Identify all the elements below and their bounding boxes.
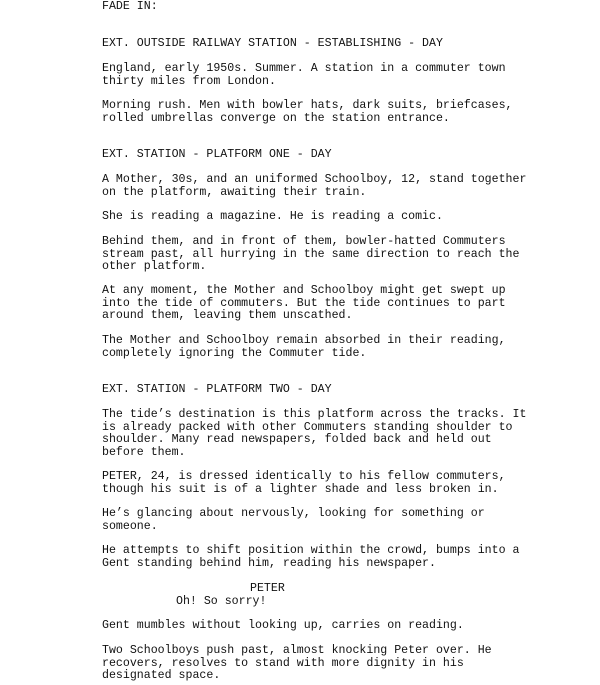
action-line: PETER, 24, is dressed identically to his fellow commuters, (102, 470, 506, 483)
action-line: designated space. (102, 669, 221, 682)
action-line: thirty miles from London. (102, 74, 276, 88)
action-line: recovers, resolves to stand with more dignity in his (102, 656, 464, 670)
action-line: other platform. (102, 260, 207, 273)
action-line: Gent standing behind him, reading his newspaper. (102, 556, 436, 570)
action-line: stream past, all hurrying in the same direction to reach the (102, 247, 520, 261)
action-line: Morning rush. Men with bowler hats, dark suits, briefcases, (102, 99, 513, 112)
transition: FADE IN: (102, 0, 158, 13)
action-line: A Mother, 30s, and an uniformed Schoolboy, 12, stand together (102, 173, 527, 186)
action-line: The Mother and Schoolboy remain absorbed in their reading, (102, 334, 506, 347)
action-line: is already packed with other Commuters standing shoulder to (102, 420, 513, 434)
action-line: though his suit is of a lighter shade and less broken in. (102, 482, 499, 496)
action-line: before them. (102, 445, 186, 459)
action-line: into the tide of commuters. But the tide continues to part (102, 296, 506, 310)
action-line: England, early 1950s. Summer. A station in a commuter town (102, 62, 506, 75)
action-line: shoulder. Many read newspapers, folded back and held out (102, 433, 492, 446)
character-name: PETER (250, 582, 285, 595)
action-line: The tide’s destination is this platform across the tracks. It (102, 408, 527, 421)
action-line: She is reading a magazine. He is reading a comic. (102, 210, 443, 223)
action-line: He attempts to shift position within the crowd, bumps into a (102, 544, 520, 557)
dialogue-line: Oh! So sorry! (176, 594, 267, 608)
scene-heading-platform-two: EXT. STATION - PLATFORM TWO - DAY (102, 383, 332, 396)
action-line: someone. (102, 519, 158, 533)
action-line: around them, leaving them unscathed. (102, 309, 353, 322)
action-line: He’s glancing about nervously, looking for something or (102, 507, 485, 520)
action-line: rolled umbrellas converge on the station entrance. (102, 111, 450, 125)
scene-heading-platform-one: EXT. STATION - PLATFORM ONE - DAY (102, 148, 332, 161)
scene-heading-outside-station: EXT. OUTSIDE RAILWAY STATION - ESTABLISHING - DAY (102, 37, 443, 50)
action-line: At any moment, the Mother and Schoolboy might get swept up (102, 284, 506, 297)
action-line: Gent mumbles without looking up, carries on reading. (102, 619, 464, 632)
action-line: on the platform, awaiting their train. (102, 185, 367, 199)
action-line: completely ignoring the Commuter tide. (102, 346, 367, 360)
action-line: Behind them, and in front of them, bowler-hatted Commuters (102, 235, 506, 248)
action-line: Two Schoolboys push past, almost knocking Peter over. He (102, 644, 492, 657)
